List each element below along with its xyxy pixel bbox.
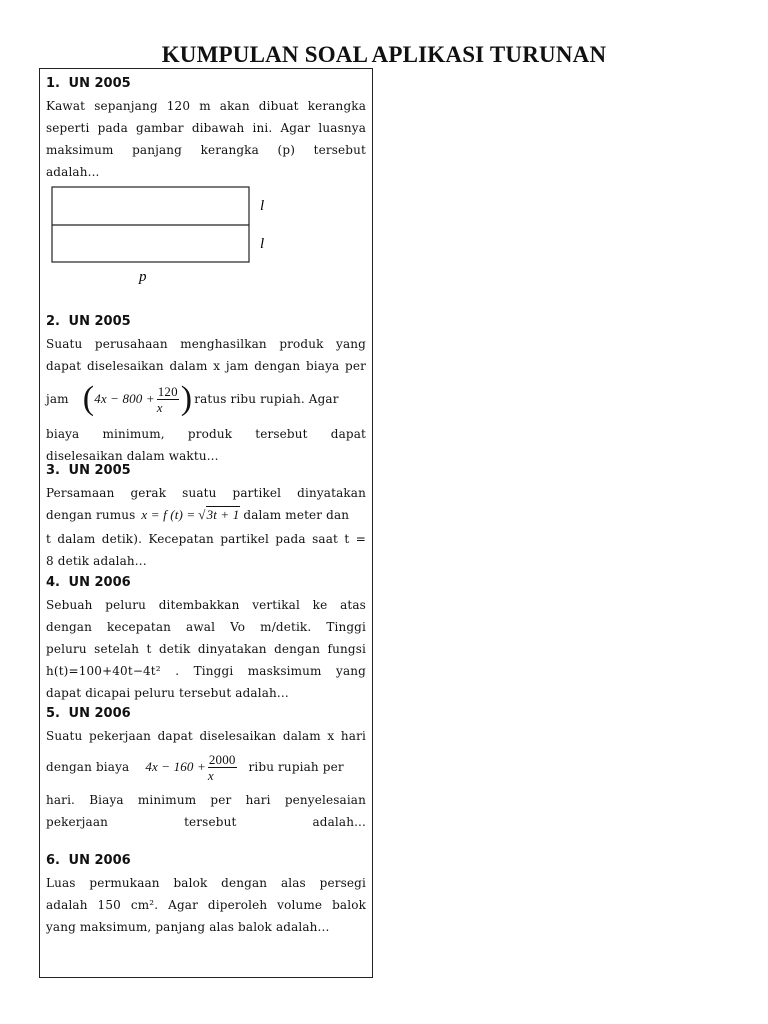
question-1-text-line: seperti pada gambar dibawah ini. Agar luasnya <box>46 121 366 135</box>
question-3-formula-line: dengan rumus x = f (t) = √3t + 1 dalam meter dan <box>46 504 366 526</box>
question-5-text-line: pekerjaan tersebut adalah... <box>46 815 366 829</box>
question-2-text-line: dapat diselesaikan dalam x jam dengan biaya per <box>46 359 366 373</box>
frame-figure <box>46 183 276 288</box>
page-title: KUMPULAN SOAL APLIKASI TURUNAN <box>161 42 607 67</box>
formula-fraction: $\frac{120}{x}$ <box>156 383 178 415</box>
question-4-heading: 4. UN 2006 <box>46 575 131 590</box>
question-4-text-line: dengan kecepatan awal Vo m/detik. Tinggi <box>46 620 366 634</box>
question-1-heading: 1. UN 2005 <box>46 76 131 91</box>
question-1-text-line: Kawat sepanjang 120 m akan dibuat kerangka <box>46 99 366 113</box>
formula-expression: 4x − 800 + <box>94 391 155 406</box>
question-6-text-line: yang maksimum, panjang alas balok adalah... <box>46 920 330 934</box>
question-3-text-line: 8 detik adalah... <box>46 554 147 568</box>
question-2-heading: 2. UN 2005 <box>46 314 131 329</box>
question-4-text-line: Sebuah peluru ditembakkan vertikal ke atas <box>46 598 366 612</box>
question-3-text-line: Persamaan gerak suatu partikel dinyatakan <box>46 486 366 500</box>
formula-fraction: $\frac{2000}{x}$ <box>207 751 236 783</box>
question-6 <box>46 852 366 938</box>
figure-label-p: p <box>139 269 147 285</box>
question-6-text-line: adalah 150 cm². Agar diperoleh volume balok <box>46 898 366 912</box>
question-4 <box>46 574 366 704</box>
question-6-text-line: Luas permukaan balok dengan alas persegi <box>46 876 366 890</box>
question-5-heading: 5. UN 2006 <box>46 706 131 721</box>
question-1-text-line: adalah... <box>46 165 100 179</box>
formula-expression: 4x − 160 + <box>145 759 206 774</box>
question-5-formula-line: dengan biaya 4x − 160 + $\frac{2000}{x}$ ribu rupiah per <box>46 751 344 783</box>
question-5-text-line: Suatu pekerjaan dapat diselesaikan dalam x hari <box>46 729 366 743</box>
question-5 <box>46 705 366 833</box>
question-6-heading: 6. UN 2006 <box>46 853 131 868</box>
question-2-text-line: diselesaikan dalam waktu... <box>46 449 219 463</box>
figure-label-l-bottom: l <box>260 236 265 252</box>
question-3-text-line: t dalam detik). Kecepatan partikel pada saat t = <box>46 532 366 546</box>
question-2 <box>46 313 366 467</box>
question-3-heading: 3. UN 2005 <box>46 463 131 478</box>
question-1 <box>46 75 366 183</box>
question-2-text-line: Suatu perusahaan menghasilkan produk yang <box>46 337 366 351</box>
question-4-text-line: dapat dicapai peluru tersebut adalah... <box>46 686 289 700</box>
figure-label-l-top: l <box>260 198 265 214</box>
question-1-text-line: maksimum panjang kerangka (p) tersebut <box>46 143 366 157</box>
question-2-text-line: biaya minimum, produk tersebut dapat <box>46 427 366 441</box>
question-5-text-line: hari. Biaya minimum per hari penyelesaian <box>46 793 366 807</box>
formula-root: 3t + 1 <box>206 507 240 522</box>
question-3 <box>46 462 366 572</box>
question-4-text-line: h(t)=100+40t−4t² . Tinggi masksimum yang <box>46 664 366 678</box>
question-2-formula-line: jam ( 4x − 800 + $\frac{120}{x}$ ) ratus ribu rupiah. Agar <box>46 380 339 417</box>
formula-expression: x = f (t) = <box>141 507 196 522</box>
question-4-text-line: peluru setelah t detik dinyatakan dengan fungsi <box>46 642 366 656</box>
